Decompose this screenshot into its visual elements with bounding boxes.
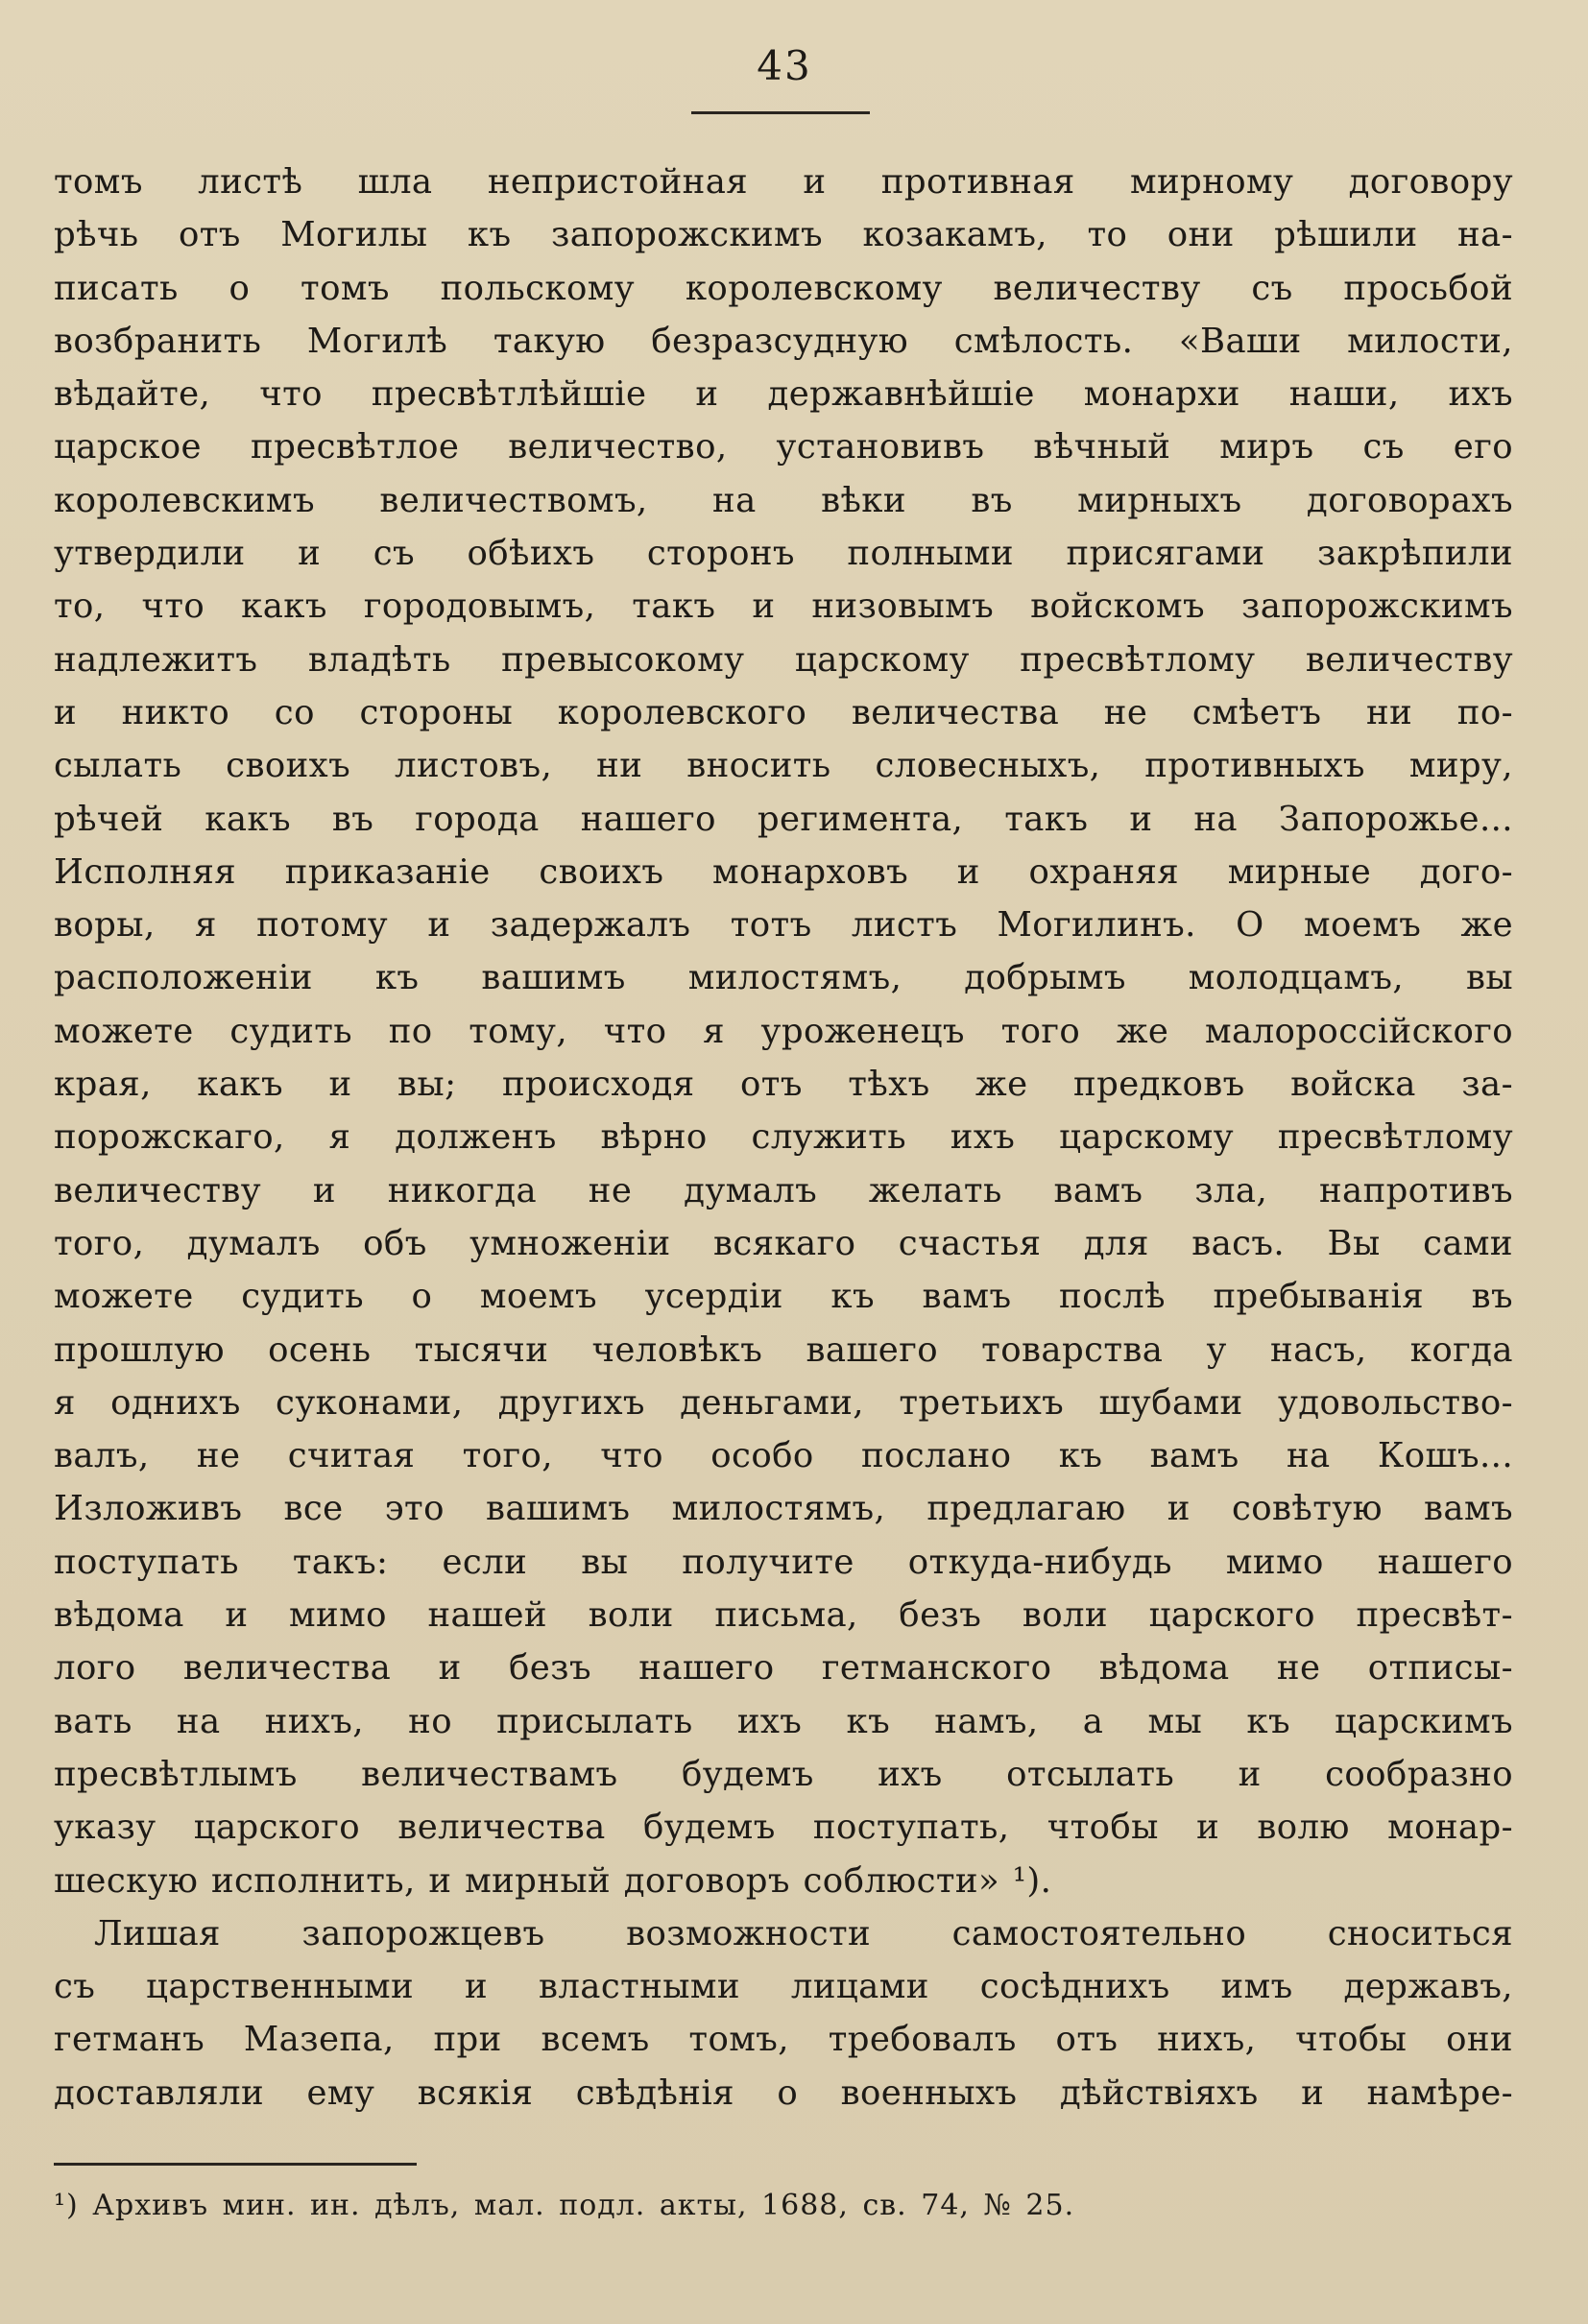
text-line: рѣчь отъ Могилы къ запорожскимъ козакамъ, то они рѣшили на-	[54, 215, 1513, 255]
footnote-rule	[54, 2163, 417, 2166]
footnote: ¹) Архивъ мин. ин. дѣлъ, мал. подл. акты, 1688, св. 74, № 25.	[54, 2189, 1075, 2222]
text-line: порожскаго, я долженъ вѣрно служить ихъ царскому пресвѣтлому	[54, 1117, 1513, 1158]
text-line: края, какъ и вы; происходя отъ тѣхъ же предковъ войска за-	[54, 1065, 1513, 1105]
text-line: можете судить о моемъ усердіи къ вамъ послѣ пребыванія въ	[54, 1277, 1513, 1317]
text-line: вѣдома и мимо нашей воли письма, безъ воли царского пресвѣт-	[54, 1595, 1513, 1636]
text-line: прошлую осень тысячи человѣкъ вашего товарства у насъ, когда	[54, 1330, 1513, 1370]
text-line: царское пресвѣтлое величество, установивъ вѣчный миръ съ его	[54, 427, 1513, 467]
body-text	[54, 156, 1513, 2120]
text-line: величеству и никогда не думалъ желать вамъ зла, напротивъ	[54, 1170, 1513, 1210]
text-line: гетманъ Мазепа, при всемъ томъ, требовалъ отъ нихъ, чтобы они	[54, 2020, 1513, 2060]
text-line: королевскимъ величествомъ, на вѣки въ мирныхъ договорахъ	[54, 480, 1513, 520]
text-line: воры, я потому и задержалъ тотъ листъ Могилинъ. О моемъ же	[54, 905, 1513, 946]
text-line: Изложивъ все это вашимъ милостямъ, предлагаю и совѣтую вамъ	[54, 1489, 1513, 1529]
paragraph-start-line: Лишая запорожцевъ возможности самостоятельно сноситься	[94, 1913, 1513, 1953]
text-line: рѣчей какъ въ города нашего регимента, такъ и на Запорожье...	[54, 799, 1513, 839]
text-line: я однихъ суконами, другихъ деньгами, третьихъ шубами удовольство-	[54, 1382, 1513, 1423]
text-line: возбранить Могилѣ такую безразсудную смѣлость. «Ваши милости,	[54, 321, 1513, 361]
text-line: поступать такъ: если вы получите откуда-нибудь мимо нашего	[54, 1542, 1513, 1582]
text-line: расположеніи къ вашимъ милостямъ, добрымъ молодцамъ, вы	[54, 958, 1513, 998]
text-line: Исполняя приказаніе своихъ монарховъ и охраняя мирные дого-	[54, 851, 1513, 892]
text-line: того, думалъ объ умноженіи всякаго счастья для васъ. Вы сами	[54, 1223, 1513, 1263]
text-line: вѣдайте, что пресвѣтлѣйшіе и державнѣйшіе монархи наши, ихъ	[54, 374, 1513, 415]
text-line: сылать своихъ листовъ, ни вносить словесныхъ, противныхъ миру,	[54, 746, 1513, 786]
text-line: доставляли ему всякія свѣдѣнія о военныхъ дѣйствіяхъ и намѣре-	[54, 2072, 1513, 2113]
text-line: и никто со стороны королевского величества не смѣетъ ни по-	[54, 692, 1513, 732]
text-line: вать на нихъ, но присылать ихъ къ намъ, а мы къ царскимъ	[54, 1701, 1513, 1741]
text-line: указу царского величества будемъ поступать, чтобы и волю монар-	[54, 1808, 1513, 1848]
text-line: можете судить по тому, что я уроженецъ того же малороссійского	[54, 1011, 1513, 1051]
text-line: утвердили и съ обѣихъ сторонъ полными присягами закрѣпили	[54, 534, 1513, 574]
text-line: то, что какъ городовымъ, такъ и низовымъ войскомъ запорожскимъ	[54, 587, 1513, 627]
text-line: томъ листѣ шла непристойная и противная мирному договору	[54, 162, 1513, 202]
text-line: съ царственными и властными лицами сосѣднихъ имъ державъ,	[54, 1967, 1513, 2007]
text-line: писать о томъ польскому королевскому величеству съ просьбой	[54, 268, 1513, 308]
text-line: пресвѣтлымъ величествамъ будемъ ихъ отсылать и сообразно	[54, 1754, 1513, 1794]
page-number: 43	[757, 42, 812, 89]
page-number-rule	[691, 111, 870, 114]
text-line: валъ, не считая того, что особо послано къ вамъ на Кошъ...	[54, 1436, 1513, 1476]
text-line: надлежитъ владѣть превысокому царскому пресвѣтлому величеству	[54, 639, 1513, 680]
text-line: шескую исполнить, и мирный договоръ соблюсти» ¹).	[54, 1860, 1052, 1901]
text-line: лого величества и безъ нашего гетманского вѣдома не отписы-	[54, 1648, 1513, 1689]
